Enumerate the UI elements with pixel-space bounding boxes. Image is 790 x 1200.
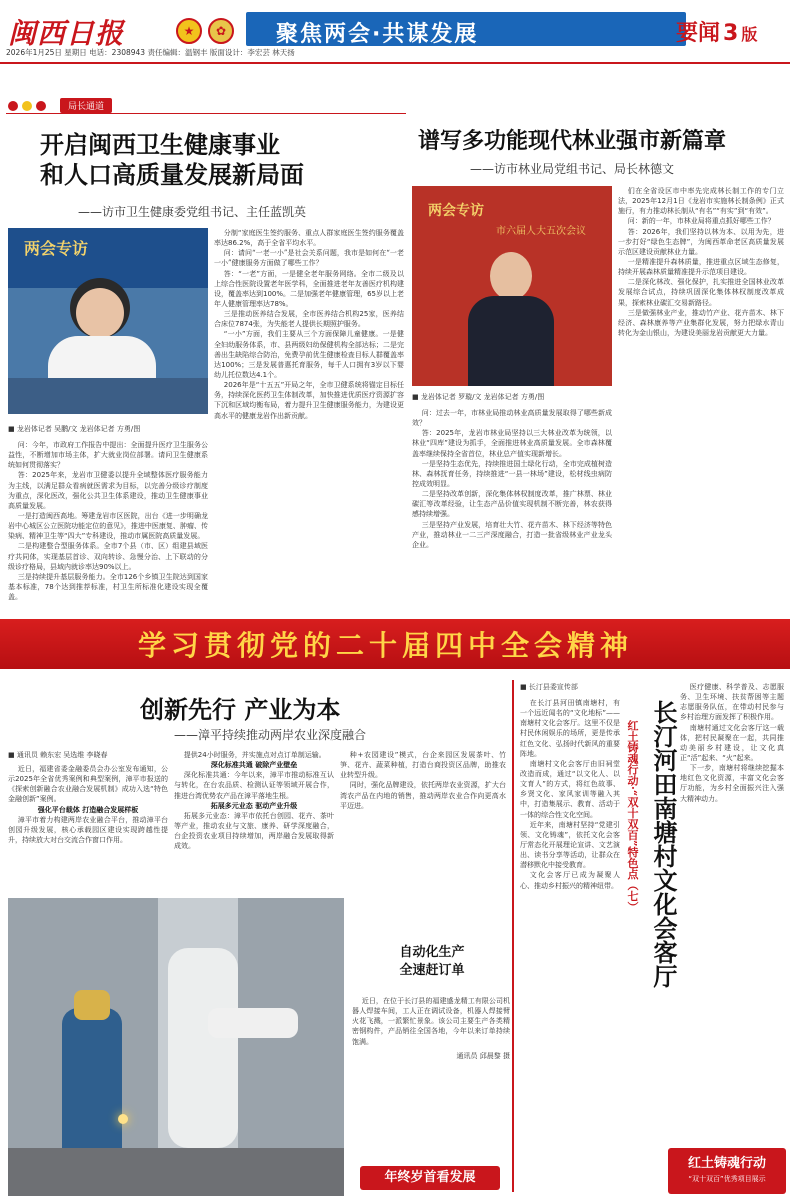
article3-col2 [174, 750, 334, 892]
article4-subtitle: 红土铸魂行动·“双十双百”特色点（七） [626, 720, 639, 913]
article2-subtitle: ——访市林业局党组书记、局长林德文 [470, 162, 675, 176]
article1-col2-para: “一小”方面，我们主要从三个方面保障儿童健康。一是健全妇幼服务体系，市、县两级妇幼保健机构全部达标；二是完善出生缺陷综合防治，免费孕前优生健康检查目标人群覆盖率达100%；三是发展普惠托育服务，每千人口拥有3岁以下婴幼儿托位数达4.1个。 [214, 330, 404, 379]
article3-col3-para: 同时，强化品牌建设，依托两岸农业资源，扩大台湾农产品在内地的销售，推动两岸农业合作向更高水平迈进。 [340, 781, 506, 810]
article2-col2-para: 二是深化林改、强化保护，扎实推进全国林业改革发展综合试点，持续巩固深化集体林权制度改革成果，探索林业碳汇交易新路径。 [618, 278, 784, 307]
emblem-icon: ★ [176, 18, 202, 44]
page-number: 3 [723, 21, 739, 46]
section-name: 要闻 [676, 21, 721, 46]
article2-col2-para: 答：2026年，我们坚持以林为本、以用为先，进一步打好“绿色生态牌”，为闽西革命老区高质量发展示范区建设贡献林业力量。 [618, 227, 784, 256]
article4-col2 [680, 682, 784, 1142]
article2-title: 谱写多功能现代林业强市新篇章 [418, 128, 727, 154]
band-dot-icon [8, 101, 18, 111]
photo-feature-text [352, 996, 510, 1146]
article2-para: 二是坚持改革创新，深化集体林权制度改革，推广林票、林业碳汇等改革经验，让生态产品价值实现机制不断完善，林农获得感持续增强。 [412, 490, 612, 519]
article1-question: 问：请问“一老一小”是社会关系问题，我市是如何在“一老一小”健康服务方面做了哪些工作？ [214, 249, 404, 268]
article4-col2-para: 医疗健康、科学普及、志愿服务、卫生环境、扶贫帮困等主题志愿服务队伍，在带动村民参与乡村治理方面发挥了积极作用。 [680, 683, 784, 722]
photo-sign: 市六届人大五次会议 [496, 226, 586, 237]
photo-sign: 两会专访 [428, 203, 484, 219]
article1-title [40, 130, 304, 190]
article2-photo-caption: ■ 龙岩体记者 罗璇/文 龙岩体记者 方勇/图 [412, 393, 545, 401]
article1-photo [8, 228, 208, 414]
photo-sign: 两会专访 [24, 239, 89, 258]
article4-tag: ■ 长汀县委宣传部 [520, 683, 578, 691]
article4-para: 文化会客厅已成为凝聚人心、推动乡村振兴的精神纽带。 [520, 871, 620, 890]
article4-col1 [520, 698, 620, 1188]
article4-col2-para: 下一步，南塘村将继续挖掘本地红色文化资源，丰富文化会客厅功能，为乡村全面振兴注入强大精神动力。 [680, 764, 784, 803]
photo-feature-title: 自动化生产 全速赶订单 [399, 945, 465, 978]
article1-photo-caption: ■ 龙岩体记者 吴鹏/文 龙岩体记者 方勇/图 [8, 425, 141, 433]
section-label [676, 16, 757, 47]
article3-col2-para: 提供24小时服务，并实施点对点订单制运输。 [183, 751, 326, 759]
article4-para: 近年来，南塘村坚持“党建引领、文化铸魂”，依托文化会客厅常态化开展理论宣讲、文艺演出、读书分享等活动，让群众在潜移默化中接受教育。 [520, 820, 620, 870]
article3-col2-para: 拓展多元业态：漳平市依托台创园、花卉、茶叶等产业，推动农业与文旅、康养、研学深度融合，台企投资农业项目持续增加，两岸融合发展取得新成效。 [174, 811, 334, 851]
article3-subhead: 强化平台载体 打造融合发展样板 [37, 805, 139, 814]
photo-feature-para: 近日，在位于长汀县的福建盛龙精工有限公司机器人焊接车间，工人正在调试设备，机器人焊接臂火花飞溅，一派繁忙景象。该公司主要生产各类精密钢构件，产品销往全国各地，今年以来订单持续饱满。 [352, 997, 510, 1046]
column-divider [512, 680, 514, 1192]
article3-para: 漳平市着力构建两岸农业融合平台，推动漳平台创园升级发展，核心承载园区建设实现跨越性提升，持续放大对台交流合作窗口作用。 [8, 815, 168, 844]
article3-photo [8, 898, 344, 1196]
article1-col2-para: 答：“一老”方面，一是健全老年服务网络。全市二级及以上综合性医院设置老年医学科，全面推进老年友善医疗机构建设，覆盖率达到100%。二是加强老年健康管理，65岁以上老年人健康管理率达78%。 [214, 269, 404, 308]
article2-para: 三是坚持产业发展，培育壮大竹、花卉苗木、林下经济等特色产业，推动林业一二三产深度融合，打造一批省级林业产业龙头企业。 [412, 520, 612, 549]
article4-para: 南塘村文化会客厅由旧祠堂改造而成，通过“以文化人、以文育人”的方式，将红色故事、乡贤文化、家风家训等融入其中，打造集展示、教育、活动于一体的综合性文化空间。 [520, 759, 620, 819]
article1-para: 一是打造闽西高地。筹建龙岩市区医院，出台《进一步明确龙岩中心城区公立医院功能定位的意见》，推进中医康复、肿瘤、传染病、精神卫生等“四大”专科建设，推动市属医院高质量发展。 [8, 511, 208, 541]
article1-col2-para: 三是推动医养结合发展，全市医养结合机构25家，医养结合床位7874张，为失能老人提供长期照护服务。 [214, 310, 404, 329]
band-emblem-icon [22, 101, 32, 111]
feature-badge [668, 1148, 786, 1194]
dateline: 2026年1月25日 星期日 电话：2308943 责任编辑：温钢丰 版面设计：李宏芸 林天扬 [6, 48, 295, 57]
theme-title: 聚焦两会·共谋发展 [276, 22, 479, 47]
band-tag: 局长通道 [60, 98, 112, 113]
article3-subhead: 深化标准共通 破除产业壁垒 [210, 761, 298, 770]
article3-col3-para: 种+农园建设”模式，台企来园区发展茶叶、竹笋、花卉、蔬菜种植，打造台商投资区品牌，助推农业转型升级。 [340, 751, 506, 780]
article1-para: 问：今年，市政府工作报告中提出：全面提升医疗卫生服务公益性，不断增加市场主体，扩大就业岗位部署。请问卫生健康系统如何贯彻落实？ [8, 441, 208, 470]
article3-col2-para: 深化标准共通：今年以来，漳平市推动标准互认与转化，在台农品质、检测认证等领域开展合作，推进台湾优势农产品在漳平落地生根。 [174, 771, 334, 800]
band-dot-icon [36, 101, 46, 111]
article2-para: 一是坚持生态优先，持续推进国土绿化行动，全市完成植树造林、森林抚育任务，持续推进“一县一林场”建设，松材线虫病防控成效明显。 [412, 459, 612, 488]
photo-credit: 通讯员 邱晨黎 摄 [456, 1051, 510, 1060]
article1-para: 答：2025年来，龙岩市卫健委以提升全域整体医疗服务能力为主线，以满足群众看病就医需求为目标，以完善分级诊疗制度为重点，深化医改，强化公共卫生体系建设，推动卫生健康事业高质量发展。 [8, 471, 208, 510]
red-banner-title: 学习贯彻党的二十届四中全会精神 [138, 629, 634, 662]
article3-col3 [340, 750, 506, 892]
article3-byline: ■ 通讯员 赖东宏 吴选维 李晓春 [8, 751, 108, 759]
article2-col2-para: 们在全省设区市中率先完成林长制工作的专门立法，2025年12月1日《龙岩市实施林长制条例》正式施行，有力推动林长制从“有名”“有实”到“有效”。 [618, 187, 784, 216]
newspaper-logo: 闽西日报 [8, 17, 125, 50]
article1-col2-para: 分制“家庭医生签约服务、重点人群家庭医生签约服务覆盖率达86.2%，高于全省平均水平。 [214, 229, 404, 248]
article1-title-line1: 开启闽西卫生健康事业 [40, 130, 280, 159]
article1-col2 [214, 228, 404, 616]
article3-subhead: 拓展多元业态 驱动产业升级 [210, 801, 298, 810]
article4-col2-para: 南塘村通过文化会客厅这一载体，把村民凝聚在一起，共同推动美丽乡村建设，让文化真正“活”起来、“火”起来。 [680, 723, 784, 762]
article3-para: 近日，福建省委金融委员会办公室发布通知，公示2025年全省优秀案例和典型案例，漳平市报送的《探索创新融合农业融合发展机制》成功入选“特色金融创新”案例。 [8, 765, 168, 804]
feature-badge-subtitle: “双十双百”优秀项目展示 [688, 1175, 766, 1183]
article2-para: 答：2025年，龙岩市林业局坚持以三大林业改革为统领，以林业“四库”建设为抓手，全面推进林业高质量发展。全市森林覆盖率继续保持全省首位，林业总产值实现新增长。 [412, 429, 612, 458]
article1-para: 二是构建整合型服务体系。全市7个县（市、区）组建县域医疗共同体，实现基层首诊、双向转诊、急慢分治、上下联动的分级诊疗格局，县域内就诊率达90%以上。 [8, 542, 208, 571]
article2-question: 问：新的一年，市林业局将重点抓好哪些工作？ [627, 217, 775, 226]
article3-subtitle: ——漳平持续推动两岸农业深度融合 [174, 728, 367, 742]
cppcc-emblem-icon: ✿ [208, 18, 234, 44]
article2-col2 [618, 186, 784, 616]
article4-para: 在长汀县河田镇南塘村，有一个远近闻名的“文化地标”——南塘村文化会客厅。这里不仅是村民休闲娱乐的场所，更是传承红色文化、弘扬时代新风的重要阵地。 [520, 699, 620, 758]
article2-photo [412, 186, 612, 386]
article1-col2-para: 2026年是“十五五”开局之年，全市卫健系统将锚定目标任务，持续深化医药卫生体制改革，加快推进优质医疗资源扩容下沉和区域均衡布局，着力提升卫生健康服务能力，为建设更高水平的健康龙岩作出新贡献。 [214, 381, 404, 420]
article2-question: 问：过去一年，市林业局推动林业高质量发展取得了哪些新成效？ [412, 409, 612, 428]
article3-col1 [8, 764, 168, 892]
article1-title-line2: 和人口高质量发展新局面 [40, 160, 304, 189]
feature-badge-title: 红土铸魂行动 [687, 1156, 766, 1171]
article4-title: 长汀河田南塘村文化会客厅 [649, 700, 678, 988]
feature-pill: 年终岁首看发展 [360, 1166, 500, 1190]
page-suffix: 版 [741, 25, 758, 44]
article1-subtitle: ——访市卫生健康委党组书记、主任蓝凯英 [78, 205, 307, 219]
article1-para: 三是持续提升基层服务能力。全市126个乡镇卫生院达到国家基本标准，78个达到推荐标准，村卫生所标准化建设实现全覆盖。 [8, 572, 208, 602]
article3-title: 创新先行 产业为本 [140, 695, 341, 724]
article2-col1 [412, 408, 612, 616]
article2-col2-para: 三是做强林业产业，推动竹产业、花卉苗木、林下经济、森林康养等产业集群化发展，努力把绿水青山转化为金山银山，为建设美丽龙岩贡献更大力量。 [618, 308, 784, 337]
article2-col2-para: 一是精准提升森林质量，推进重点区域生态修复，持续开展森林质量精准提升示范项目建设。 [618, 257, 784, 277]
article1-col1 [8, 440, 208, 616]
